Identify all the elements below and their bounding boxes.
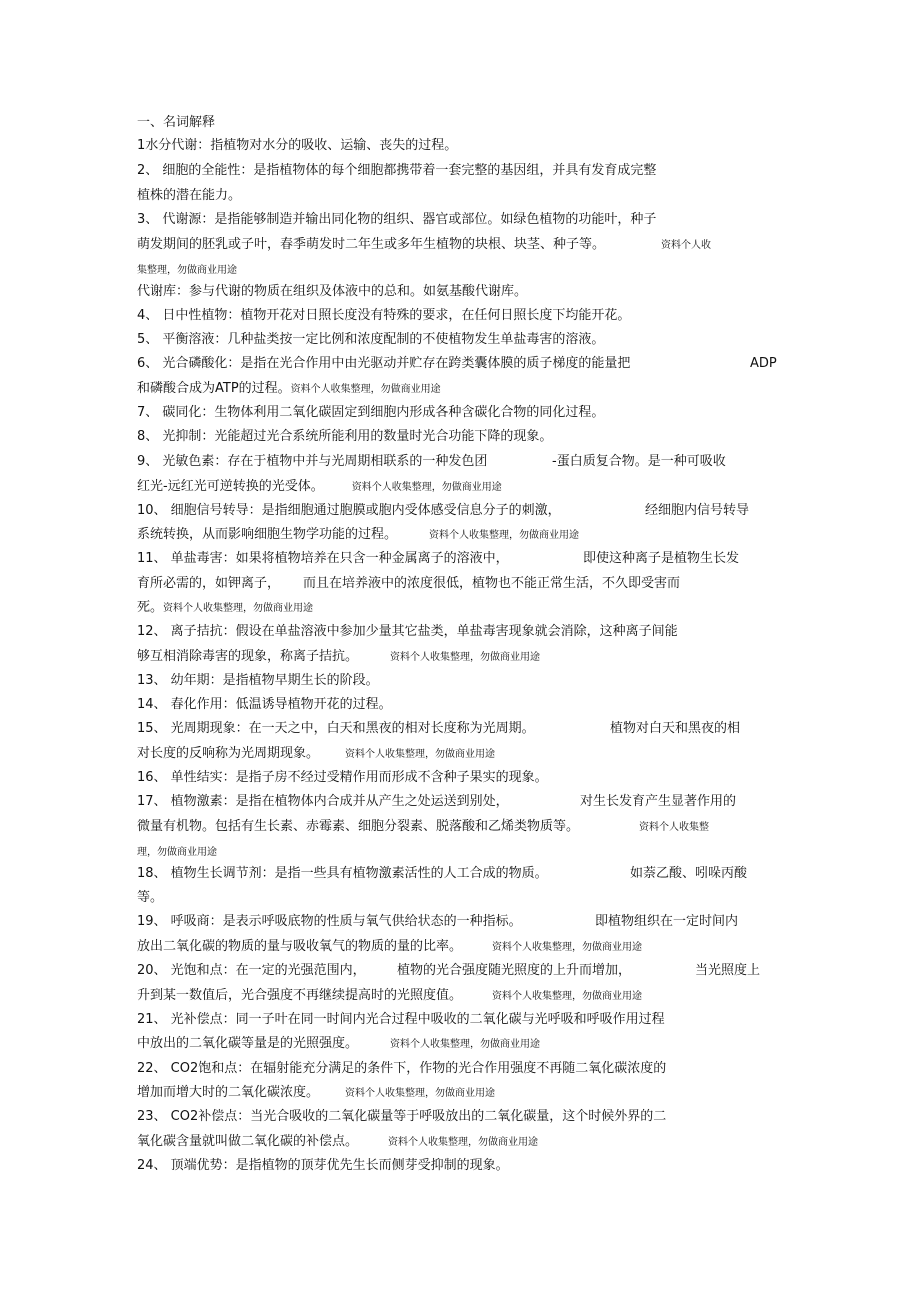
watermark-note: 资料个人收集整理，勿做商业用途: [345, 749, 496, 760]
watermark-note: 资料个人收集整理，勿做商业用途: [290, 384, 441, 395]
term-10-line-2: 系统转换，从而影响细胞生物学功能的过程。 资料个人收集整理，勿做商业用途: [137, 527, 580, 542]
term-2-line-1: 2、 细胞的全能性：是指植物体的每个细胞都携带着一套完整的基因组，并具有发育成完整: [137, 163, 657, 178]
term-9-line-1: 9、 光敏色素：存在于植物中并与光周期相联系的一种发色团: [137, 454, 488, 469]
term-20-line-1-tail: 当光照度上: [695, 963, 761, 978]
term-15-line-2: 对长度的反响称为光周期现象。 资料个人收集整理，勿做商业用途: [137, 746, 496, 761]
term-17-line-1: 17、 植物激素：是指在植物体内合成并从产生之处运送到别处，: [137, 794, 509, 809]
term-20-line-1-mid: 植物的光合强度随光照度的上升而增加，: [397, 963, 632, 978]
term-10-line-1: 10、 细胞信号转导：是指细胞通过胞膜或胞内受体感受信息分子的刺激，: [137, 503, 561, 518]
term-7: 7、 碳同化：生物体利用二氧化碳固定到细胞内形成各种含碳化合物的同化过程。: [137, 405, 605, 420]
term-11-line-3: 死。资料个人收集整理，勿做商业用途: [137, 600, 314, 615]
term-21-line-1: 21、 光补偿点：同一子叶在同一时间内光合过程中吸收的二氧化碳与光呼吸和呼吸作用过程: [137, 1012, 665, 1027]
term-3-line-1: 3、 代谢源：是指能够制造并输出同化物的组织、器官或部位。如绿色植物的功能叶，种子: [137, 212, 657, 227]
term-24: 24、 顶端优势：是指植物的顶芽优先生长而侧芽受抑制的现象。: [137, 1158, 509, 1173]
term-6-line-1-tail: ADP: [750, 356, 777, 371]
term-21-line-2: 中放出的二氧化碳等量是的光照强度。 资料个人收集整理，勿做商业用途: [137, 1036, 541, 1051]
term-19-line-2: 放出二氧化碳的物质的量与吸收氧气的物质的量的比率。 资料个人收集整理，勿做商业用途: [137, 939, 643, 954]
term-19-line-1-tail: 即植物组织在一定时间内: [595, 914, 739, 929]
term-18-line-2: 等。: [137, 890, 164, 905]
watermark-note: 资料个人收集整: [639, 822, 710, 833]
watermark-note: 资料个人收: [661, 240, 712, 251]
watermark-note: 理，勿做商业用途: [137, 847, 217, 858]
term-17-line-1-tail: 对生长发育产生显著作用的: [580, 794, 737, 809]
watermark-note: 资料个人收集整理，勿做商业用途: [390, 1039, 541, 1050]
term-11-line-2: 育所必需的，如钾离子，: [137, 576, 281, 591]
term-20-line-2: 升到某一数值后，光合强度不再继续提高时的光照度值。 资料个人收集整理，勿做商业用途: [137, 988, 643, 1003]
term-19-line-1: 19、 呼吸商：是表示呼吸底物的性质与氧气供给状态的一种指标。: [137, 914, 522, 929]
term-11-line-2-tail: 而且在培养液中的浓度很低，植物也不能正常生活，不久即受害而: [303, 576, 681, 591]
term-18-line-1: 18、 植物生长调节剂：是指一些具有植物激素活性的人工合成的物质。: [137, 866, 548, 881]
term-15-line-1: 15、 光周期现象：在一天之中，白天和黑夜的相对长度称为光周期。: [137, 721, 535, 736]
watermark-note: 资料个人收集整理，勿做商业用途: [351, 482, 502, 493]
term-9-line-1-tail: -蛋白质复合物。是一种可吸收: [552, 454, 726, 469]
term-20-line-1: 20、 光饱和点：在一定的光强范围内，: [137, 963, 366, 978]
term-3-line-2: 萌发期间的胚乳或子叶，春季萌发时二年生或多年生植物的块根、块茎、种子等。 资料个人收: [137, 237, 712, 252]
term-8: 8、 光抑制：光能超过光合系统所能利用的数量时光合功能下降的现象。: [137, 429, 553, 444]
watermark-note: 资料个人收集整理，勿做商业用途: [345, 1088, 496, 1099]
term-12-line-2: 够互相消除毒害的现象，称离子拮抗。 资料个人收集整理，勿做商业用途: [137, 649, 541, 664]
watermark-note: 资料个人收集整理，勿做商业用途: [163, 603, 314, 614]
watermark-note: 资料个人收集整理，勿做商业用途: [492, 942, 643, 953]
term-22-line-2: 增加而增大时的二氧化碳浓度。 资料个人收集整理，勿做商业用途: [137, 1085, 496, 1100]
term-17-line-2: 微量有机物。包括有生长素、赤霉素、细胞分裂素、脱落酸和乙烯类物质等。 资料个人收集整: [137, 819, 710, 834]
term-1: 1水分代谢：指植物对水分的吸收、运输、丧失的过程。: [137, 138, 458, 153]
term-23-line-1: 23、 CO2补偿点：当光合吸收的二氧化碳量等于呼吸放出的二氧化碳量，这个时候外界的二: [137, 1109, 667, 1124]
term-23-line-2: 氧化碳含量就叫做二氧化碳的补偿点。 资料个人收集整理，勿做商业用途: [137, 1134, 539, 1149]
term-16: 16、 单性结实：是指子房不经过受精作用而形成不含种子果实的现象。: [137, 770, 548, 785]
term-11-line-1: 11、 单盐毒害：如果将植物培养在只含一种金属离子的溶液中，: [137, 551, 509, 566]
watermark-note: 资料个人收集整理，勿做商业用途: [429, 530, 580, 541]
term-3-line-3: 代谢库：参与代谢的物质在组织及体液中的总和。如氨基酸代谢库。: [137, 284, 528, 299]
term-10-line-1-tail: 经细胞内信号转导: [645, 503, 750, 518]
watermark-note: 资料个人收集整理，勿做商业用途: [388, 1137, 539, 1148]
term-18-line-1-tail: 如萘乙酸、吲哚丙酸: [630, 866, 748, 881]
term-6-line-1: 6、 光合磷酸化：是指在光合作用中由光驱动并贮存在跨类囊体膜的质子梯度的能量把: [137, 356, 631, 371]
watermark-note: 集整理，勿做商业用途: [137, 265, 237, 276]
term-13: 13、 幼年期：是指植物早期生长的阶段。: [137, 673, 379, 688]
term-22-line-1: 22、 CO2饱和点：在辐射能充分满足的条件下，作物的光合作用强度不再随二氧化碳浓度的: [137, 1061, 667, 1076]
term-14: 14、 春化作用：低温诱导植物开花的过程。: [137, 697, 392, 712]
term-12-line-1: 12、 离子拮抗：假设在单盐溶液中参加少量其它盐类，单盐毒害现象就会消除，这种离子间能: [137, 624, 678, 639]
watermark-note: 资料个人收集整理，勿做商业用途: [492, 991, 643, 1002]
watermark-note: 资料个人收集整理，勿做商业用途: [390, 652, 541, 663]
term-9-line-2: 红光-远红光可逆转换的光受体。 资料个人收集整理，勿做商业用途: [137, 479, 502, 494]
term-11-line-1-tail: 即使这种离子是植物生长发: [583, 551, 740, 566]
section-title: 一、名词解释: [137, 115, 216, 130]
term-2-line-2: 植株的潜在能力。: [137, 188, 242, 203]
term-4: 4、 日中性植物：植物开花对日照长度没有特殊的要求，在任何日照长度下均能开花。: [137, 308, 631, 323]
term-6-line-2: 和磷酸合成为ATP的过程。资料个人收集整理，勿做商业用途: [137, 381, 441, 396]
term-15-line-1-tail: 植物对白天和黑夜的相: [610, 721, 741, 736]
term-5: 5、 平衡溶液：几种盐类按一定比例和浓度配制的不使植物发生单盐毒害的溶液。: [137, 332, 605, 347]
